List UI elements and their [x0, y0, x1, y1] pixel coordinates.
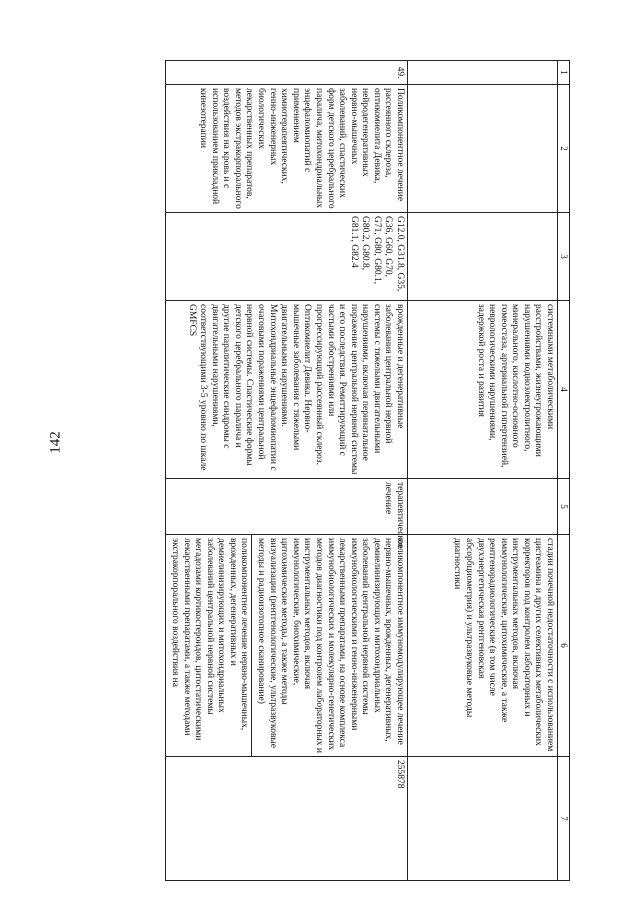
page-number: 142 — [47, 431, 64, 454]
cell-codes — [408, 213, 558, 301]
header-row — [558, 61, 570, 881]
col-header-5: 5 — [558, 479, 570, 535]
cell-num — [408, 61, 558, 85]
col-header-7: 7 — [558, 757, 570, 881]
cell-num: 49. — [166, 61, 408, 85]
method-corticosteroid: поликомпонентное лечение нервно-мышечных, врожденных, дегенеративных и демиелинизирующих и митохондриальных заболеваний центральной нервной системы мегадозами кортикостероидов, цитостатическими лекарственными препаратами, а также методами экстракорпорального воздействия на — [170, 538, 250, 741]
cell-cost: 255878 — [166, 757, 408, 881]
col-header-3: 3 — [558, 213, 570, 301]
method-immunomodulating: поликомпонентное иммуномодулирующее лечение нервно-мышечных, врожденных, дегенеративных, демиелинизирующих и митохондриальных заболеваний центральной нервной системы иммунобиологическими и генно-инженерными лекарственными препаратами, на основе комплекса иммунобиологических и молекулярно-генетических методов диагностики под контролем лабораторных и инструментальных методов, включая иммунологические, биохимические, цитохимические методы, а также методы визуализации (рентгенологические, ультразвуковые методы и радиоизотопное сканирование) — [251, 535, 407, 756]
cell-model: системными метаболическими расстройствами, жизнеугрожающими нарушениями водноэлектролитного, минерального, кислотно-основного гомеостаза, артериальной гипертензией, неврологическими нарушениями, задержкой роста и развития — [408, 301, 558, 479]
cell-name — [408, 85, 558, 213]
col-header-6: 6 — [558, 535, 570, 757]
cell-type: терапевтическое лечение — [166, 479, 408, 535]
cell-name: Поликомпонентное лечение рассеянного склероза, оптикомиелита Девика, нейродегенеративных нервно-мышечных заболеваний, спастических форм детского церебрального паралича, митохондриальных энцефаломиопатий с применением химиотерапевтических, генно-инженерных биологических лекарственных препаратов, методов экстракорпорального воздействия на кровь и с использованием прикладной кинезотерапии — [166, 85, 408, 213]
table-row-continued — [408, 61, 558, 881]
col-header-1: 1 — [558, 61, 570, 85]
cell-method: стадии почечной недостаточности с использованием цистеамина и других селективных метаболических корректоров под контролем лабораторных и инструментальных методов, включая иммунологические, цитохимические, а также рентгенорадиологические (в том числе двухэнергетическая рентгеновская абсорбциометрия) и ультразвуковые методы диагностики — [408, 535, 558, 757]
cell-model: врожденные и дегенеративные заболевания центральной нервной системы с тяжелыми двигательными нарушениями, включая перинатальное поражение центральной нервной системы и его последствия. Ремиттирующий с частыми обострениями или прогрессирующий рассеянный склероз. Оптикомиелит Девика. Нервно-мышечные заболевания с тяжелыми двигательными нарушениями. Митохондриальные энцефаломиопатии с очаговыми поражениями центральной нервной системы. Спастические формы детского церебрального паралича и другие паралитические синдромы с двигательными нарушениями, соответствующими 3-5 уровню по шкале GMFCS — [166, 301, 408, 479]
table-row — [166, 61, 408, 881]
cell-method — [166, 535, 408, 757]
col-header-2: 2 — [558, 85, 570, 213]
services-table — [165, 60, 570, 881]
cell-cost — [408, 757, 558, 881]
cell-codes: G12.0, G31.8, G35, G36, G60, G70, G71, G80, G80.1, G80.2, G80.8, G81.1, G82.4 — [166, 213, 408, 301]
cell-type — [408, 479, 558, 535]
col-header-4: 4 — [558, 301, 570, 479]
